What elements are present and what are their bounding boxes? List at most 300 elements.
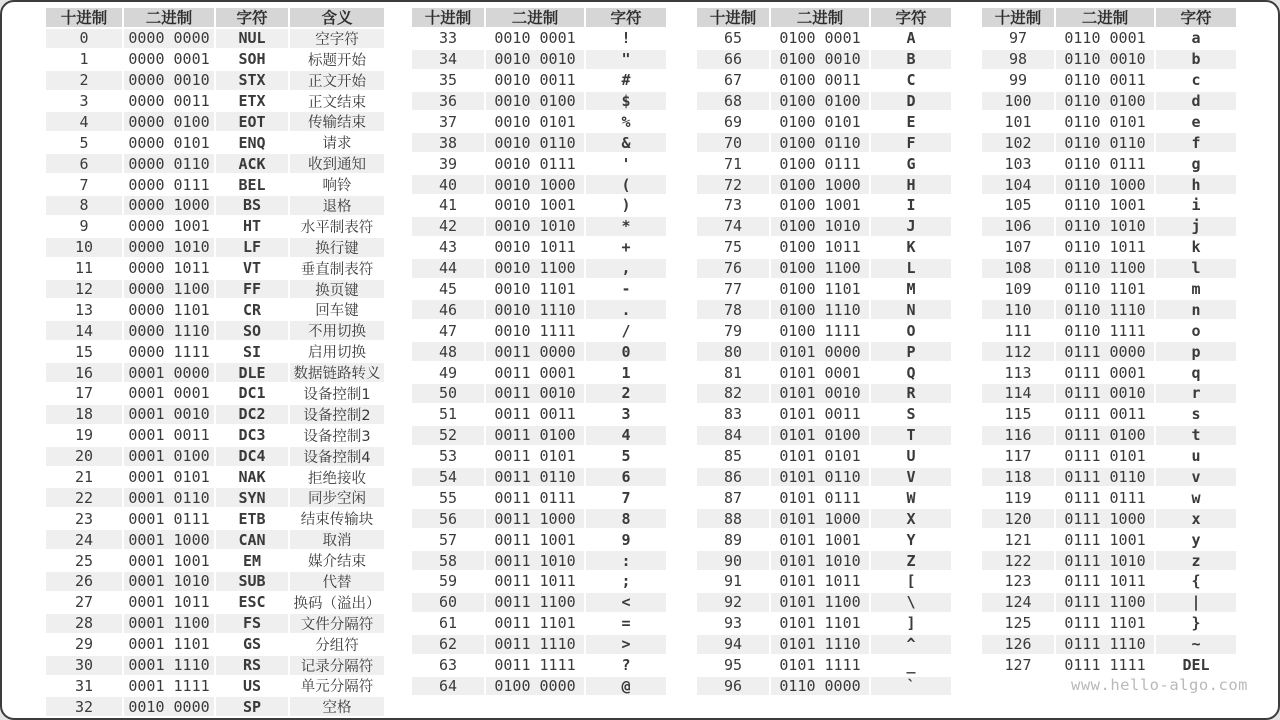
column-header: 二进制 [1056, 8, 1154, 27]
char-cell: SO [216, 321, 288, 340]
meaning-cell: 换行键 [290, 238, 384, 257]
dec-cell: 98 [982, 50, 1054, 69]
char-cell: 5 [586, 447, 666, 466]
char-cell: 1 [586, 363, 666, 382]
char-cell: G [871, 154, 951, 173]
dec-cell: 60 [412, 593, 484, 612]
bin-cell: 0011 0011 [486, 405, 584, 424]
char-cell: 6 [586, 468, 666, 487]
bin-cell: 0111 1001 [1056, 530, 1154, 549]
dec-cell: 82 [697, 384, 769, 403]
bin-cell: 0011 0101 [486, 447, 584, 466]
dec-cell: 33 [412, 29, 484, 48]
meaning-cell: 垂直制表符 [290, 259, 384, 278]
bin-cell: 0000 0111 [124, 175, 214, 194]
char-cell: 7 [586, 488, 666, 507]
bin-cell: 0110 1010 [1056, 217, 1154, 236]
meaning-cell: 分组符 [290, 635, 384, 654]
meaning-cell: 设备控制3 [290, 426, 384, 445]
dec-cell: 78 [697, 300, 769, 319]
dec-cell: 105 [982, 196, 1054, 215]
dec-cell: 120 [982, 509, 1054, 528]
meaning-cell: 设备控制4 [290, 447, 384, 466]
char-cell: q [1156, 363, 1236, 382]
dec-cell: 92 [697, 593, 769, 612]
dec-cell: 42 [412, 217, 484, 236]
char-cell: i [1156, 196, 1236, 215]
ascii-table-uppercase [697, 8, 951, 695]
bin-cell: 0100 1111 [771, 321, 869, 340]
dec-cell: 101 [982, 112, 1054, 131]
bin-cell: 0111 0111 [1056, 488, 1154, 507]
char-cell: S [871, 405, 951, 424]
dec-cell: 37 [412, 112, 484, 131]
dec-cell: 43 [412, 238, 484, 257]
bin-cell: 0110 1000 [1056, 175, 1154, 194]
char-cell: u [1156, 447, 1236, 466]
bin-cell: 0110 1011 [1056, 238, 1154, 257]
char-cell: % [586, 112, 666, 131]
dec-cell: 99 [982, 71, 1054, 90]
bin-cell: 0001 0100 [124, 447, 214, 466]
bin-cell: 0110 1111 [1056, 321, 1154, 340]
meaning-cell: 标题开始 [290, 50, 384, 69]
dec-cell: 76 [697, 259, 769, 278]
dec-cell: 102 [982, 133, 1054, 152]
bin-cell: 0100 0100 [771, 92, 869, 111]
bin-cell: 0110 0000 [771, 677, 869, 696]
char-cell: SOH [216, 50, 288, 69]
dec-cell: 49 [412, 363, 484, 382]
char-cell: w [1156, 488, 1236, 507]
bin-cell: 0100 0010 [771, 50, 869, 69]
dec-cell: 19 [46, 426, 122, 445]
meaning-cell: 空字符 [290, 29, 384, 48]
bin-cell: 0001 1011 [124, 593, 214, 612]
dec-cell: 5 [46, 133, 122, 152]
dec-cell: 63 [412, 656, 484, 675]
bin-cell: 0000 0000 [124, 29, 214, 48]
char-cell: BS [216, 196, 288, 215]
char-cell: b [1156, 50, 1236, 69]
bin-cell: 0010 0100 [486, 92, 584, 111]
dec-cell: 64 [412, 677, 484, 696]
char-cell: 0 [586, 342, 666, 361]
dec-cell: 77 [697, 280, 769, 299]
dec-cell: 52 [412, 426, 484, 445]
bin-cell: 0111 1111 [1056, 656, 1154, 675]
char-cell: US [216, 677, 288, 696]
dec-cell: 39 [412, 154, 484, 173]
dec-cell: 58 [412, 551, 484, 570]
bin-cell: 0001 1111 [124, 677, 214, 696]
char-cell: n [1156, 300, 1236, 319]
bin-cell: 0110 1110 [1056, 300, 1154, 319]
column-header: 十进制 [46, 8, 122, 27]
dec-cell: 21 [46, 468, 122, 487]
dec-cell: 100 [982, 92, 1054, 111]
char-cell: k [1156, 238, 1236, 257]
dec-cell: 40 [412, 175, 484, 194]
char-cell: DC3 [216, 426, 288, 445]
dec-cell: 14 [46, 321, 122, 340]
bin-cell: 0101 0101 [771, 447, 869, 466]
char-cell: 9 [586, 530, 666, 549]
char-cell: j [1156, 217, 1236, 236]
dec-cell: 13 [46, 300, 122, 319]
dec-cell: 86 [697, 468, 769, 487]
dec-cell: 116 [982, 426, 1054, 445]
dec-cell: 83 [697, 405, 769, 424]
dec-cell: 97 [982, 29, 1054, 48]
char-cell: SP [216, 697, 288, 716]
dec-cell: 87 [697, 488, 769, 507]
char-cell: Z [871, 551, 951, 570]
dec-cell: 0 [46, 29, 122, 48]
char-cell: N [871, 300, 951, 319]
column-header: 二进制 [124, 8, 214, 27]
bin-cell: 0000 0100 [124, 112, 214, 131]
bin-cell: 0101 0110 [771, 468, 869, 487]
bin-cell: 0110 0110 [1056, 133, 1154, 152]
dec-cell: 79 [697, 321, 769, 340]
bin-cell: 0011 1001 [486, 530, 584, 549]
char-cell: } [1156, 614, 1236, 633]
dec-cell: 11 [46, 259, 122, 278]
dec-cell: 48 [412, 342, 484, 361]
char-cell: STX [216, 71, 288, 90]
meaning-cell: 正文开始 [290, 71, 384, 90]
dec-cell: 22 [46, 488, 122, 507]
char-cell: E [871, 112, 951, 131]
dec-cell: 115 [982, 405, 1054, 424]
dec-cell: 41 [412, 196, 484, 215]
char-cell: $ [586, 92, 666, 111]
char-cell: SUB [216, 572, 288, 591]
char-cell: _ [871, 656, 951, 675]
bin-cell: 0010 1100 [486, 259, 584, 278]
bin-cell: 0001 1110 [124, 656, 214, 675]
bin-cell: 0001 0101 [124, 468, 214, 487]
bin-cell: 0001 1010 [124, 572, 214, 591]
bin-cell: 0101 0001 [771, 363, 869, 382]
dec-cell: 61 [412, 614, 484, 633]
bin-cell: 0010 0111 [486, 154, 584, 173]
char-cell: t [1156, 426, 1236, 445]
dec-cell: 24 [46, 530, 122, 549]
char-cell: DC4 [216, 447, 288, 466]
dec-cell: 88 [697, 509, 769, 528]
bin-cell: 0110 0101 [1056, 112, 1154, 131]
char-cell: NUL [216, 29, 288, 48]
dec-cell: 122 [982, 551, 1054, 570]
dec-cell: 10 [46, 238, 122, 257]
meaning-cell: 响铃 [290, 175, 384, 194]
dec-cell: 26 [46, 572, 122, 591]
dec-cell: 17 [46, 384, 122, 403]
char-cell: ? [586, 656, 666, 675]
char-cell: & [586, 133, 666, 152]
char-cell: M [871, 280, 951, 299]
dec-cell: 51 [412, 405, 484, 424]
meaning-cell: 不用切换 [290, 321, 384, 340]
char-cell: l [1156, 259, 1236, 278]
bin-cell: 0000 0001 [124, 50, 214, 69]
dec-cell: 112 [982, 342, 1054, 361]
char-cell: EM [216, 551, 288, 570]
meaning-cell: 退格 [290, 196, 384, 215]
bin-cell: 0010 0011 [486, 71, 584, 90]
char-cell: L [871, 259, 951, 278]
meaning-cell: 媒介结束 [290, 551, 384, 570]
char-cell: EOT [216, 112, 288, 131]
char-cell: FF [216, 280, 288, 299]
char-cell: d [1156, 92, 1236, 111]
dec-cell: 3 [46, 92, 122, 111]
char-cell: ENQ [216, 133, 288, 152]
char-cell: ( [586, 175, 666, 194]
dec-cell: 119 [982, 488, 1054, 507]
dec-cell: 69 [697, 112, 769, 131]
bin-cell: 0000 1010 [124, 238, 214, 257]
char-cell: " [586, 50, 666, 69]
bin-cell: 0011 1101 [486, 614, 584, 633]
ascii-table-lowercase [982, 8, 1236, 675]
char-cell: r [1156, 384, 1236, 403]
bin-cell: 0000 0101 [124, 133, 214, 152]
dec-cell: 84 [697, 426, 769, 445]
meaning-cell: 单元分隔符 [290, 677, 384, 696]
char-cell: NAK [216, 468, 288, 487]
char-cell: DC2 [216, 405, 288, 424]
bin-cell: 0111 1011 [1056, 572, 1154, 591]
char-cell: A [871, 29, 951, 48]
bin-cell: 0001 0111 [124, 509, 214, 528]
column-header: 字符 [586, 8, 666, 27]
char-cell: DEL [1156, 656, 1236, 675]
bin-cell: 0011 1110 [486, 635, 584, 654]
char-cell: U [871, 447, 951, 466]
dec-cell: 45 [412, 280, 484, 299]
dec-cell: 81 [697, 363, 769, 382]
bin-cell: 0000 1100 [124, 280, 214, 299]
dec-cell: 118 [982, 468, 1054, 487]
dec-cell: 94 [697, 635, 769, 654]
meaning-cell: 代替 [290, 572, 384, 591]
bin-cell: 0010 0010 [486, 50, 584, 69]
char-cell: ETB [216, 509, 288, 528]
dec-cell: 67 [697, 71, 769, 90]
meaning-cell: 请求 [290, 133, 384, 152]
column-header: 十进制 [412, 8, 484, 27]
bin-cell: 0011 0010 [486, 384, 584, 403]
bin-cell: 0111 1000 [1056, 509, 1154, 528]
char-cell: a [1156, 29, 1236, 48]
meaning-cell: 启用切换 [290, 342, 384, 361]
bin-cell: 0001 0110 [124, 488, 214, 507]
char-cell: K [871, 238, 951, 257]
dec-cell: 126 [982, 635, 1054, 654]
dec-cell: 2 [46, 71, 122, 90]
char-cell: C [871, 71, 951, 90]
bin-cell: 0011 1010 [486, 551, 584, 570]
bin-cell: 0011 0001 [486, 363, 584, 382]
dec-cell: 47 [412, 321, 484, 340]
char-cell: D [871, 92, 951, 111]
meaning-cell: 记录分隔符 [290, 656, 384, 675]
char-cell: CAN [216, 530, 288, 549]
char-cell: ' [586, 154, 666, 173]
dec-cell: 65 [697, 29, 769, 48]
bin-cell: 0111 0010 [1056, 384, 1154, 403]
bin-cell: 0010 1010 [486, 217, 584, 236]
char-cell: GS [216, 635, 288, 654]
bin-cell: 0111 0101 [1056, 447, 1154, 466]
dec-cell: 25 [46, 551, 122, 570]
dec-cell: 124 [982, 593, 1054, 612]
dec-cell: 16 [46, 363, 122, 382]
column-header: 字符 [871, 8, 951, 27]
char-cell: ETX [216, 92, 288, 111]
bin-cell: 0100 0111 [771, 154, 869, 173]
bin-cell: 0000 0011 [124, 92, 214, 111]
char-cell: DLE [216, 363, 288, 382]
char-cell: . [586, 300, 666, 319]
dec-cell: 30 [46, 656, 122, 675]
meaning-cell: 水平制表符 [290, 217, 384, 236]
char-cell: z [1156, 551, 1236, 570]
dec-cell: 90 [697, 551, 769, 570]
dec-cell: 121 [982, 530, 1054, 549]
bin-cell: 0001 1101 [124, 635, 214, 654]
char-cell: 3 [586, 405, 666, 424]
dec-cell: 4 [46, 112, 122, 131]
bin-cell: 0011 1111 [486, 656, 584, 675]
char-cell: s [1156, 405, 1236, 424]
column-header: 含义 [290, 8, 384, 27]
bin-cell: 0101 1001 [771, 530, 869, 549]
char-cell: P [871, 342, 951, 361]
dec-cell: 54 [412, 468, 484, 487]
bin-cell: 0110 0010 [1056, 50, 1154, 69]
dec-cell: 29 [46, 635, 122, 654]
dec-cell: 85 [697, 447, 769, 466]
dec-cell: 38 [412, 133, 484, 152]
dec-cell: 70 [697, 133, 769, 152]
bin-cell: 0100 1001 [771, 196, 869, 215]
bin-cell: 0011 1011 [486, 572, 584, 591]
meaning-cell: 取消 [290, 530, 384, 549]
bin-cell: 0110 0100 [1056, 92, 1154, 111]
bin-cell: 0001 0011 [124, 426, 214, 445]
char-cell: { [1156, 572, 1236, 591]
bin-cell: 0011 0100 [486, 426, 584, 445]
dec-cell: 23 [46, 509, 122, 528]
char-cell: y [1156, 530, 1236, 549]
bin-cell: 0111 1101 [1056, 614, 1154, 633]
bin-cell: 0101 0010 [771, 384, 869, 403]
bin-cell: 0000 0110 [124, 154, 214, 173]
char-cell: \ [871, 593, 951, 612]
meaning-cell: 设备控制1 [290, 384, 384, 403]
bin-cell: 0101 1110 [771, 635, 869, 654]
bin-cell: 0011 1100 [486, 593, 584, 612]
meaning-cell: 收到通知 [290, 154, 384, 173]
bin-cell: 0001 0001 [124, 384, 214, 403]
column-header: 十进制 [982, 8, 1054, 27]
dec-cell: 111 [982, 321, 1054, 340]
char-cell: + [586, 238, 666, 257]
dec-cell: 28 [46, 614, 122, 633]
char-cell: , [586, 259, 666, 278]
dec-cell: 53 [412, 447, 484, 466]
bin-cell: 0100 1110 [771, 300, 869, 319]
char-cell: H [871, 175, 951, 194]
char-cell: ; [586, 572, 666, 591]
bin-cell: 0011 0110 [486, 468, 584, 487]
meaning-cell: 空格 [290, 697, 384, 716]
bin-cell: 0010 1110 [486, 300, 584, 319]
dec-cell: 127 [982, 656, 1054, 675]
column-header: 字符 [1156, 8, 1236, 27]
bin-cell: 0110 1101 [1056, 280, 1154, 299]
bin-cell: 0100 0001 [771, 29, 869, 48]
bin-cell: 0010 0001 [486, 29, 584, 48]
meaning-cell: 传输结束 [290, 112, 384, 131]
dec-cell: 35 [412, 71, 484, 90]
dec-cell: 117 [982, 447, 1054, 466]
watermark: www.hello-algo.com [1071, 676, 1248, 694]
dec-cell: 104 [982, 175, 1054, 194]
dec-cell: 123 [982, 572, 1054, 591]
meaning-cell: 回车键 [290, 300, 384, 319]
meaning-cell: 数据链路转义 [290, 363, 384, 382]
meaning-cell: 换页键 [290, 280, 384, 299]
char-cell: c [1156, 71, 1236, 90]
dec-cell: 27 [46, 593, 122, 612]
bin-cell: 0111 0001 [1056, 363, 1154, 382]
bin-cell: 0110 0001 [1056, 29, 1154, 48]
bin-cell: 0100 0011 [771, 71, 869, 90]
dec-cell: 96 [697, 677, 769, 696]
dec-cell: 107 [982, 238, 1054, 257]
bin-cell: 0011 0000 [486, 342, 584, 361]
dec-cell: 68 [697, 92, 769, 111]
bin-cell: 0011 0111 [486, 488, 584, 507]
char-cell: ) [586, 196, 666, 215]
char-cell: | [1156, 593, 1236, 612]
char-cell: > [586, 635, 666, 654]
bin-cell: 0100 0000 [486, 677, 584, 696]
bin-cell: 0010 0000 [124, 697, 214, 716]
char-cell: / [586, 321, 666, 340]
bin-cell: 0000 1101 [124, 300, 214, 319]
char-cell: BEL [216, 175, 288, 194]
dec-cell: 56 [412, 509, 484, 528]
char-cell: Q [871, 363, 951, 382]
dec-cell: 113 [982, 363, 1054, 382]
char-cell: < [586, 593, 666, 612]
dec-cell: 34 [412, 50, 484, 69]
char-cell: * [586, 217, 666, 236]
char-cell: T [871, 426, 951, 445]
char-cell: Y [871, 530, 951, 549]
char-cell: SI [216, 342, 288, 361]
bin-cell: 0100 0101 [771, 112, 869, 131]
dec-cell: 110 [982, 300, 1054, 319]
dec-cell: 9 [46, 217, 122, 236]
bin-cell: 0100 1010 [771, 217, 869, 236]
